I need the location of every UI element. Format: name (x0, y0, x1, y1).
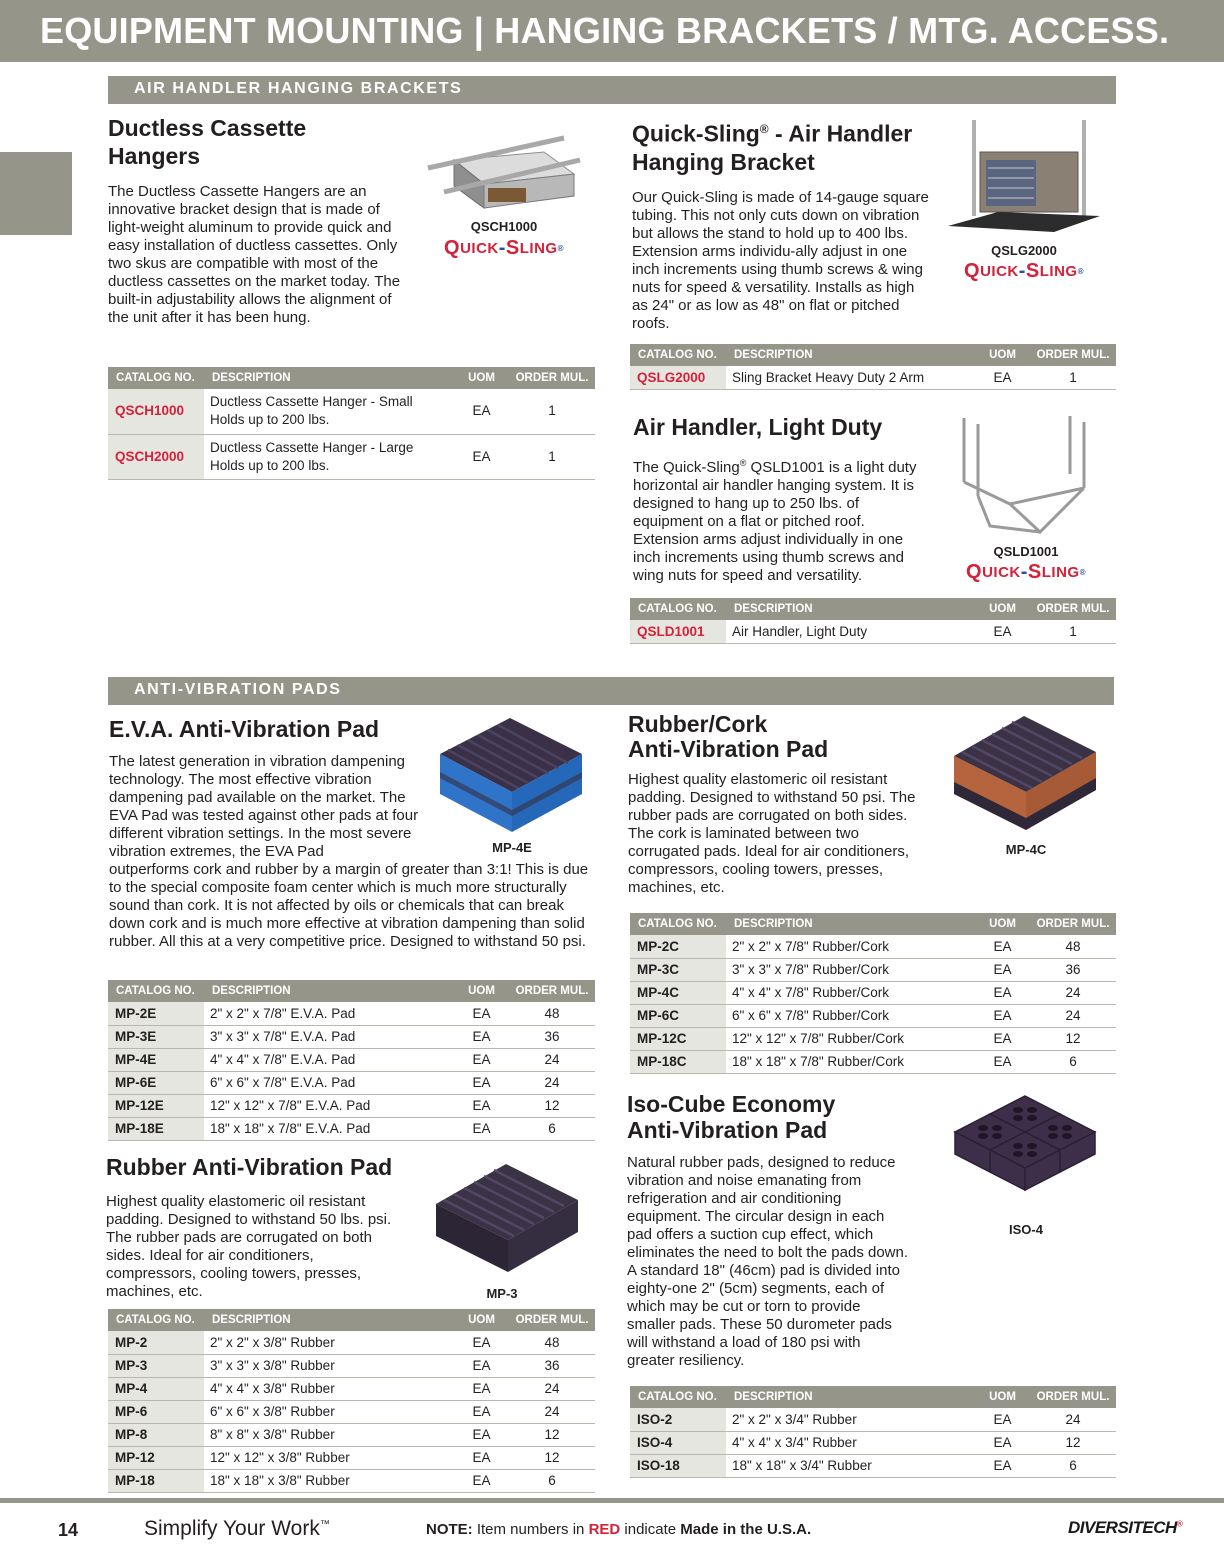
quick-sling-description: Our Quick-Sling is made of 14-gauge square tubing. This not only cuts down on vibration but allows the stand to hold up to 400 lbs. Extension arms individu-ally adjust in one inch increments using thumb screws & wing nuts for speed & versatility. Installs as high as 24" or as low as 48" on flat or pitched roofs. (632, 188, 929, 332)
col-catalog-header: CATALOG NO. (108, 980, 204, 1002)
catalog-number: MP-6C (630, 1004, 726, 1027)
rubber-cork-title: Rubber/Cork Anti-Vibration Pad (628, 711, 829, 762)
item-order-multiple: 24 (1030, 981, 1116, 1004)
col-order-header: ORDER MUL. (509, 367, 595, 389)
light-duty-bracket-image (950, 412, 1100, 540)
col-uom-header: UOM (454, 367, 509, 389)
item-uom: EA (975, 620, 1030, 643)
col-description-header: DESCRIPTION (726, 1386, 975, 1408)
table-row (108, 1446, 595, 1469)
item-order-multiple: 36 (509, 1354, 595, 1377)
table-row (108, 1354, 595, 1377)
item-uom: EA (454, 1331, 509, 1354)
table-row (108, 434, 595, 479)
catalog-number: MP-3E (108, 1025, 204, 1048)
item-order-multiple: 1 (509, 434, 595, 479)
item-order-multiple: 24 (509, 1400, 595, 1423)
catalog-number: MP-4C (630, 981, 726, 1004)
item-description: Sling Bracket Heavy Duty 2 Arm (726, 366, 975, 389)
item-uom: EA (454, 1469, 509, 1492)
footer-tagline: Simplify Your Work™ (144, 1517, 330, 1540)
catalog-number: MP-2C (630, 935, 726, 958)
catalog-number: ISO-18 (630, 1454, 726, 1477)
light-duty-title: Air Handler, Light Duty (633, 414, 883, 440)
table-row (108, 1025, 595, 1048)
page-title: EQUIPMENT MOUNTING | HANGING BRACKETS / MTG. ACCESS. (40, 10, 1170, 51)
item-description: 12" x 12" x 3/8" Rubber (204, 1446, 454, 1469)
ductless-title: Ductless Cassette Hangers (108, 115, 307, 169)
rubber-description: Highest quality elastomeric oil resistant padding. Designed to withstand 50 lbs. psi. The rubber pads are corrugated on both sides. Ideal for air conditioners, compressors, cooling towers, presses, machines, etc. (106, 1193, 392, 1300)
eva-pad-image (436, 714, 586, 838)
item-uom: EA (454, 1377, 509, 1400)
side-tab-marker (0, 152, 72, 235)
item-order-multiple: 24 (509, 1071, 595, 1094)
col-uom-header: UOM (975, 344, 1030, 366)
table-header-row (108, 367, 595, 389)
section-header-air-handler: AIR HANDLER HANGING BRACKETS (108, 76, 1116, 104)
col-order-header: ORDER MUL. (1030, 598, 1116, 620)
table-row (108, 1048, 595, 1071)
item-description: Air Handler, Light Duty (726, 620, 975, 643)
catalog-number: MP-18C (630, 1050, 726, 1073)
quick-sling-bracket-image (944, 116, 1104, 238)
item-order-multiple: 12 (509, 1446, 595, 1469)
table-row (630, 620, 1116, 643)
table-header-row (108, 980, 595, 1002)
item-uom: EA (454, 1025, 509, 1048)
col-order-header: ORDER MUL. (1030, 1386, 1116, 1408)
catalog-number: MP-2 (108, 1331, 204, 1354)
item-uom: EA (454, 1071, 509, 1094)
item-description: 18" x 18" x 7/8" Rubber/Cork (726, 1050, 975, 1073)
rubber-catalog-table (108, 1309, 595, 1493)
item-description: 4" x 4" x 3/8" Rubber (204, 1377, 454, 1400)
eva-description-part2: outperforms cork and rubber by a margin of greater than 3:1! This is due to the special composite foam center which is much more structurally sound than cork. It is not affected by oils or chemicals that can break down cork and is much more effective at vibration dampening than solid rubber. All this at a very competitive price. Designed to withstand 50 psi. (109, 861, 589, 950)
item-uom: EA (454, 434, 509, 479)
footer-note: NOTE: Item numbers in RED indicate Made in the U.S.A. (426, 1521, 812, 1538)
item-uom: EA (454, 1002, 509, 1025)
item-uom: EA (975, 1454, 1030, 1477)
item-order-multiple: 24 (509, 1048, 595, 1071)
light-duty-catalog-table (630, 598, 1116, 644)
catalog-number: MP-2E (108, 1002, 204, 1025)
catalog-number: MP-6 (108, 1400, 204, 1423)
table-header-row (630, 344, 1116, 366)
catalog-number: QSLD1001 (630, 620, 726, 643)
catalog-number: MP-4E (108, 1048, 204, 1071)
iso-cube-description: Natural rubber pads, designed to reduce vibration and noise emanating from refrigeration and air conditioning equipment. The circular design in each pad offers a suction cup effect, which eliminates the need to bolt the pads down. A standard 18" (46cm) pad is divided into eighty-one 2" (5cm) segments, each of which may be cut or torn to provide smaller pads. These 50 durometer pads will withstand a load of 180 psi with greater resiliency. (627, 1154, 909, 1369)
item-description: 18" x 18" x 7/8" E.V.A. Pad (204, 1117, 454, 1140)
eva-catalog-table (108, 980, 595, 1141)
item-description: 12" x 12" x 7/8" Rubber/Cork (726, 1027, 975, 1050)
col-uom-header: UOM (975, 913, 1030, 935)
table-header-row (630, 598, 1116, 620)
col-description-header: DESCRIPTION (204, 367, 454, 389)
rubber-pad-block (106, 1153, 426, 1301)
col-description-header: DESCRIPTION (726, 913, 975, 935)
table-row (108, 389, 595, 434)
table-row (108, 1117, 595, 1140)
col-order-header: ORDER MUL. (509, 1309, 595, 1331)
item-description: 3" x 3" x 7/8" Rubber/Cork (726, 958, 975, 981)
eva-figure-label: MP-4E (492, 840, 532, 855)
item-order-multiple: 48 (1030, 935, 1116, 958)
item-order-multiple: 12 (1030, 1027, 1116, 1050)
item-order-multiple: 6 (1030, 1050, 1116, 1073)
item-order-multiple: 12 (509, 1094, 595, 1117)
iso-cube-pad-image (950, 1092, 1100, 1218)
item-description: 4" x 4" x 3/4" Rubber (726, 1431, 975, 1454)
col-catalog-header: CATALOG NO. (108, 1309, 204, 1331)
table-row (108, 1377, 595, 1400)
table-row (108, 1331, 595, 1354)
table-row (108, 1094, 595, 1117)
table-row (108, 1002, 595, 1025)
catalog-number: QSCH1000 (108, 389, 204, 434)
item-uom: EA (454, 1117, 509, 1140)
eva-title: E.V.A. Anti-Vibration Pad (109, 716, 380, 742)
col-order-header: ORDER MUL. (509, 980, 595, 1002)
rubber-title: Rubber Anti-Vibration Pad (106, 1154, 393, 1180)
catalog-number: MP-18 (108, 1469, 204, 1492)
ductless-figure-label: QSCH1000 (470, 219, 538, 234)
item-uom: EA (975, 1050, 1030, 1073)
item-description: 2" x 2" x 3/4" Rubber (726, 1408, 975, 1431)
item-order-multiple: 1 (1030, 366, 1116, 389)
ductless-cassette-image (424, 130, 584, 216)
item-uom: EA (975, 958, 1030, 981)
catalog-number: QSCH2000 (108, 434, 204, 479)
item-uom: EA (975, 1431, 1030, 1454)
quick-sling-figure-label: QSLG2000 (991, 243, 1057, 258)
iso-cube-block (627, 1091, 927, 1370)
table-row (630, 981, 1116, 1004)
eva-description-part1: The latest generation in vibration dampening technology. The most effective vibration dampening pad available on the market. The EVA Pad was tested against other pads at four different vibration settings. In the most severe vibration extremes, the EVA Pad (109, 753, 419, 860)
item-uom: EA (454, 1400, 509, 1423)
item-uom: EA (975, 1408, 1030, 1431)
diversitech-logo: DIVERSITECH® (1068, 1518, 1183, 1537)
table-header-row (630, 1386, 1116, 1408)
item-order-multiple: 48 (509, 1002, 595, 1025)
table-row (630, 935, 1116, 958)
col-catalog-header: CATALOG NO. (630, 344, 726, 366)
table-row (630, 1408, 1116, 1431)
item-description: 6" x 6" x 3/8" Rubber (204, 1400, 454, 1423)
item-order-multiple: 1 (509, 389, 595, 434)
catalog-number: MP-3C (630, 958, 726, 981)
item-order-multiple: 12 (509, 1423, 595, 1446)
item-description: 4" x 4" x 7/8" Rubber/Cork (726, 981, 975, 1004)
col-description-header: DESCRIPTION (204, 980, 454, 1002)
item-order-multiple: 24 (509, 1377, 595, 1400)
table-row (630, 958, 1116, 981)
item-order-multiple: 1 (1030, 620, 1116, 643)
item-description: 4" x 4" x 7/8" E.V.A. Pad (204, 1048, 454, 1071)
catalog-number: MP-6E (108, 1071, 204, 1094)
item-order-multiple: 24 (1030, 1408, 1116, 1431)
col-catalog-header: CATALOG NO. (108, 367, 204, 389)
item-uom: EA (454, 1446, 509, 1469)
item-description: 2" x 2" x 3/8" Rubber (204, 1331, 454, 1354)
table-row (630, 1004, 1116, 1027)
col-uom-header: UOM (454, 980, 509, 1002)
col-catalog-header: CATALOG NO. (630, 913, 726, 935)
rubber-cork-figure-label: MP-4C (1005, 842, 1047, 857)
rubber-figure-label: MP-3 (486, 1286, 518, 1301)
item-description: 3" x 3" x 7/8" E.V.A. Pad (204, 1025, 454, 1048)
ductless-catalog-table (108, 367, 595, 480)
item-uom: EA (454, 1048, 509, 1071)
rubber-cork-catalog-table (630, 913, 1116, 1074)
col-uom-header: UOM (454, 1309, 509, 1331)
table-row (108, 1071, 595, 1094)
item-uom: EA (975, 366, 1030, 389)
item-description: 3" x 3" x 3/8" Rubber (204, 1354, 454, 1377)
item-description: 6" x 6" x 7/8" Rubber/Cork (726, 1004, 975, 1027)
rubber-cork-block (628, 712, 928, 897)
item-description: 12" x 12" x 7/8" E.V.A. Pad (204, 1094, 454, 1117)
item-order-multiple: 24 (1030, 1004, 1116, 1027)
table-row (630, 1027, 1116, 1050)
catalog-number: MP-18E (108, 1117, 204, 1140)
quick-sling-logo: Q UICK - S LING ® (966, 560, 1086, 583)
item-description: 18" x 18" x 3/4" Rubber (726, 1454, 975, 1477)
ductless-description: The Ductless Cassette Hangers are an innovative bracket design that is made of light-weight aluminum to provide quick and easy installation of ductless cassettes. Only two skus are compatible with most of the ductless cassettes on the market today. The built-in adjustability allows the alignment of the unit after it has been hung. (108, 183, 401, 326)
col-description-header: DESCRIPTION (726, 344, 975, 366)
item-uom: EA (975, 981, 1030, 1004)
catalog-number: MP-12 (108, 1446, 204, 1469)
catalog-number: ISO-4 (630, 1431, 726, 1454)
catalog-number: MP-12C (630, 1027, 726, 1050)
light-duty-figure-label: QSLD1001 (993, 544, 1059, 559)
ductless-cassette-block (108, 114, 408, 327)
rubber-cork-description: Highest quality elastomeric oil resistant padding. Designed to withstand 50 psi. The rubber pads are corrugated on both sides. The cork is laminated between two corrugated pads. Ideal for air conditioners, compressors, cooling towers, presses, machines, etc. (628, 771, 916, 896)
item-uom: EA (454, 1094, 509, 1117)
rubber-cork-pad-image (950, 712, 1100, 836)
item-uom: EA (975, 1027, 1030, 1050)
col-description-header: DESCRIPTION (726, 598, 975, 620)
item-description: 2" x 2" x 7/8" Rubber/Cork (726, 935, 975, 958)
table-row (108, 1400, 595, 1423)
light-duty-block (633, 413, 933, 585)
item-description: 8" x 8" x 3/8" Rubber (204, 1423, 454, 1446)
table-header-row (108, 1309, 595, 1331)
item-description: 18" x 18" x 3/8" Rubber (204, 1469, 454, 1492)
item-order-multiple: 6 (509, 1469, 595, 1492)
item-uom: EA (454, 389, 509, 434)
table-row (630, 1431, 1116, 1454)
quick-sling-block (632, 115, 942, 333)
section-header-anti-vibration: ANTI-VIBRATION PADS (108, 677, 1114, 705)
item-uom: EA (454, 1354, 509, 1377)
item-uom: EA (454, 1423, 509, 1446)
quick-sling-title: Quick-Sling® - Air Handler Hanging Bracket (632, 120, 913, 175)
item-order-multiple: 6 (1030, 1454, 1116, 1477)
rubber-pad-image (432, 1160, 582, 1280)
quick-sling-catalog-table (630, 344, 1116, 390)
col-order-header: ORDER MUL. (1030, 913, 1116, 935)
item-order-multiple: 12 (1030, 1431, 1116, 1454)
item-description: 6" x 6" x 7/8" E.V.A. Pad (204, 1071, 454, 1094)
item-description: 2" x 2" x 7/8" E.V.A. Pad (204, 1002, 454, 1025)
item-description: Ductless Cassette Hanger - Large Holds up to 200 lbs. (204, 434, 454, 479)
catalog-number: QSLG2000 (630, 366, 726, 389)
page-header-banner (0, 0, 1224, 62)
catalog-number: MP-12E (108, 1094, 204, 1117)
col-uom-header: UOM (975, 1386, 1030, 1408)
catalog-number: ISO-2 (630, 1408, 726, 1431)
col-catalog-header: CATALOG NO. (630, 1386, 726, 1408)
quick-sling-logo: Q UICK - S LING ® (444, 236, 564, 259)
page-number: 14 (58, 1520, 79, 1540)
col-catalog-header: CATALOG NO. (630, 598, 726, 620)
item-uom: EA (975, 1004, 1030, 1027)
col-order-header: ORDER MUL. (1030, 344, 1116, 366)
item-order-multiple: 36 (1030, 958, 1116, 981)
iso-cube-figure-label: ISO-4 (1009, 1222, 1043, 1237)
quick-sling-logo: Q UICK - S LING ® (964, 259, 1084, 282)
item-order-multiple: 36 (509, 1025, 595, 1048)
iso-cube-title: Iso-Cube Economy Anti-Vibration Pad (627, 1091, 836, 1143)
table-row (108, 1423, 595, 1446)
table-row (630, 366, 1116, 389)
catalog-number: MP-4 (108, 1377, 204, 1400)
iso-cube-catalog-table (630, 1386, 1116, 1478)
item-uom: EA (975, 935, 1030, 958)
item-description: Ductless Cassette Hanger - Small Holds up to 200 lbs. (204, 389, 454, 434)
catalog-number: MP-8 (108, 1423, 204, 1446)
table-row (630, 1050, 1116, 1073)
col-description-header: DESCRIPTION (204, 1309, 454, 1331)
table-row (108, 1469, 595, 1492)
col-uom-header: UOM (975, 598, 1030, 620)
table-header-row (630, 913, 1116, 935)
item-order-multiple: 6 (509, 1117, 595, 1140)
footer-divider (0, 1498, 1224, 1503)
catalog-number: MP-3 (108, 1354, 204, 1377)
item-order-multiple: 48 (509, 1331, 595, 1354)
table-row (630, 1454, 1116, 1477)
light-duty-description: The Quick-Sling® QSLD1001 is a light duty horizontal air handler hanging system. It is designed to hang up to 250 lbs. of equipment on a flat or pitched roof. Extension arms adjust individually in one inch increments using thumb screws and wing nuts for speed and versatility. (633, 458, 917, 584)
